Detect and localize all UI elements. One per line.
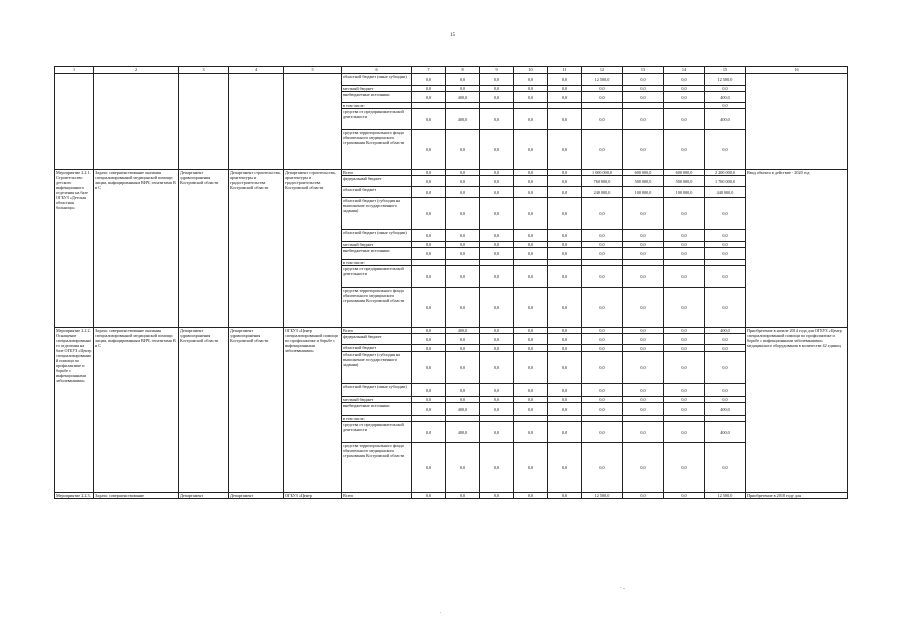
amount-cell: 0,0 bbox=[548, 334, 582, 345]
amount-cell: 0,0 bbox=[623, 422, 664, 443]
amount-cell: 0,0 bbox=[664, 384, 705, 397]
amount-cell: 440 000,0 bbox=[705, 187, 746, 198]
amount-cell: 400,0 bbox=[705, 422, 746, 443]
amount-cell: 0,0 bbox=[412, 328, 446, 334]
amount-cell: 0,0 bbox=[446, 397, 480, 403]
amount-cell: 0,0 bbox=[664, 403, 705, 416]
amount-cell: 0,0 bbox=[664, 109, 705, 130]
amount-cell: 0,0 bbox=[446, 288, 480, 328]
amount-cell: 0,0 bbox=[623, 334, 664, 345]
funding-source: областной бюджет (иные субсидии) bbox=[342, 230, 412, 242]
amount-cell: 0,0 bbox=[623, 230, 664, 242]
amount-cell: 0,0 bbox=[514, 176, 548, 187]
col-header: 3 bbox=[179, 67, 229, 74]
activity-c2 bbox=[94, 74, 179, 170]
amount-cell: 0,0 bbox=[514, 403, 548, 416]
amount-cell: 0,0 bbox=[623, 109, 664, 130]
amount-cell: 0,0 bbox=[412, 345, 446, 352]
amount-cell: 0,0 bbox=[412, 242, 446, 248]
amount-cell: 0,0 bbox=[582, 92, 623, 103]
amount-cell: 0,0 bbox=[412, 109, 446, 130]
col-header: 15 bbox=[705, 67, 746, 74]
table-row bbox=[55, 74, 848, 86]
funding-source: областной бюджет (иные субсидии) bbox=[342, 74, 412, 86]
amount-cell: 0,0 bbox=[480, 170, 514, 176]
activity-c4: Департамент bbox=[229, 493, 284, 499]
amount-cell: 0,0 bbox=[412, 198, 446, 230]
amount-cell: 400,0 bbox=[446, 109, 480, 130]
amount-cell: 0,0 bbox=[412, 352, 446, 384]
amount-cell: 0,0 bbox=[623, 248, 664, 260]
amount-cell: 400,0 bbox=[705, 328, 746, 334]
amount-cell: 0,0 bbox=[582, 328, 623, 334]
amount-cell: 0,0 bbox=[623, 345, 664, 352]
amount-cell: 0,0 bbox=[623, 443, 664, 493]
amount-cell: 0,0 bbox=[412, 176, 446, 187]
amount-cell: 0,0 bbox=[582, 266, 623, 288]
amount-cell: 0,0 bbox=[623, 198, 664, 230]
amount-cell: 0,0 bbox=[548, 384, 582, 397]
col-header: 12 bbox=[582, 67, 623, 74]
funding-source: внебюджетные источники bbox=[342, 403, 412, 416]
amount-cell: 0,0 bbox=[664, 352, 705, 384]
amount-cell: 0,0 bbox=[514, 170, 548, 176]
amount-cell: 0,0 bbox=[548, 92, 582, 103]
funding-source: областной бюджет bbox=[342, 187, 412, 198]
column-number-row bbox=[55, 67, 848, 74]
col-header: 4 bbox=[229, 67, 284, 74]
amount-cell: 0,0 bbox=[446, 230, 480, 242]
amount-cell: 400,0 bbox=[705, 109, 746, 130]
amount-cell: 0,0 bbox=[548, 86, 582, 92]
amount-cell: 0,0 bbox=[480, 384, 514, 397]
amount-cell: 0,0 bbox=[480, 176, 514, 187]
amount-cell: 760 000,0 bbox=[582, 176, 623, 187]
funding-source: внебюджетные источники bbox=[342, 248, 412, 260]
amount-cell: 0,0 bbox=[623, 86, 664, 92]
amount-cell: 0,0 bbox=[664, 92, 705, 103]
amount-cell: 0,0 bbox=[480, 345, 514, 352]
funding-source: средства территориального фонда обязательного медицинского страхования Костромской области bbox=[342, 130, 412, 170]
amount-cell: 400,0 bbox=[446, 92, 480, 103]
amount-cell: 0,0 bbox=[514, 328, 548, 334]
amount-cell: 0,0 bbox=[582, 86, 623, 92]
amount-cell: 0,0 bbox=[623, 266, 664, 288]
amount-cell: 0,0 bbox=[582, 230, 623, 242]
amount-cell: 0,0 bbox=[480, 397, 514, 403]
amount-cell: 0,0 bbox=[480, 328, 514, 334]
amount-cell: 0,0 bbox=[446, 334, 480, 345]
amount-cell: 0,0 bbox=[446, 248, 480, 260]
activity-c5: ОГБУЗ «Центр специализированной помощи по профилактике и борьбе с инфекционными заболеваниями» bbox=[284, 328, 342, 493]
col-header: 11 bbox=[548, 67, 582, 74]
amount-cell: 0,0 bbox=[664, 198, 705, 230]
amount-cell: 0,0 bbox=[480, 248, 514, 260]
amount-cell: 0,0 bbox=[548, 443, 582, 493]
amount-cell: 0,0 bbox=[412, 230, 446, 242]
amount-cell: 0,0 bbox=[623, 288, 664, 328]
amount-cell: 0,0 bbox=[514, 242, 548, 248]
amount-cell: 0,0 bbox=[412, 397, 446, 403]
amount-cell: 0,0 bbox=[548, 397, 582, 403]
amount-cell: 12 500,0 bbox=[705, 493, 746, 499]
amount-cell: 0,0 bbox=[446, 266, 480, 288]
amount-cell: 0,0 bbox=[514, 248, 548, 260]
amount-cell: 0,0 bbox=[412, 130, 446, 170]
amount-cell: 0,0 bbox=[480, 242, 514, 248]
amount-cell: 0,0 bbox=[480, 109, 514, 130]
amount-cell: 0,0 bbox=[514, 397, 548, 403]
amount-cell: 0,0 bbox=[705, 397, 746, 403]
amount-cell: 0,0 bbox=[664, 334, 705, 345]
amount-cell: 0,0 bbox=[582, 345, 623, 352]
amount-cell: 0,0 bbox=[548, 230, 582, 242]
amount-cell: 0,0 bbox=[412, 403, 446, 416]
amount-cell: 600 000,0 bbox=[664, 170, 705, 176]
activity-c4: Департамент строительства, архитектуры и градостроительства Костромской области bbox=[229, 170, 284, 328]
amount-cell: 0,0 bbox=[548, 198, 582, 230]
amount-cell: 0,0 bbox=[480, 443, 514, 493]
funding-source: местный бюджет bbox=[342, 397, 412, 403]
amount-cell: 0,0 bbox=[705, 248, 746, 260]
funding-source: местный бюджет bbox=[342, 86, 412, 92]
amount-cell: 1 760 000,0 bbox=[705, 176, 746, 187]
activity-c1: Мероприятие 2.2.3. bbox=[55, 493, 94, 499]
activity-c2: Задача: совершенствование оказания специализированной медицинской помощи лицам, инфицированным ВИЧ, гепатитами В и С bbox=[94, 170, 179, 328]
amount-cell: 0,0 bbox=[514, 422, 548, 443]
amount-cell: 0,0 bbox=[480, 266, 514, 288]
amount-cell: 0,0 bbox=[664, 422, 705, 443]
col-header: 1 bbox=[55, 67, 94, 74]
amount-cell: 0,0 bbox=[446, 242, 480, 248]
amount-cell: 0,0 bbox=[548, 176, 582, 187]
amount-cell: 0,0 bbox=[514, 352, 548, 384]
amount-cell: 0,0 bbox=[548, 328, 582, 334]
funding-source: внебюджетные источники bbox=[342, 92, 412, 103]
amount-cell: 0,0 bbox=[412, 92, 446, 103]
amount-cell: 0,0 bbox=[623, 74, 664, 86]
activity-c4 bbox=[229, 74, 284, 170]
amount-cell: 0,0 bbox=[664, 493, 705, 499]
amount-cell: 0,0 bbox=[412, 248, 446, 260]
amount-cell: 12 500,0 bbox=[705, 74, 746, 86]
col-header: 8 bbox=[446, 67, 480, 74]
amount-cell: 0,0 bbox=[480, 334, 514, 345]
funding-source: Всего bbox=[342, 493, 412, 499]
amount-cell: 0,0 bbox=[480, 198, 514, 230]
funding-source: областной бюджет (субсидия на выполнение государственного задания) bbox=[342, 352, 412, 384]
amount-cell: 0,0 bbox=[664, 74, 705, 86]
amount-cell: 0,0 bbox=[664, 242, 705, 248]
amount-cell: 0,0 bbox=[582, 334, 623, 345]
amount-cell: 0,0 bbox=[664, 230, 705, 242]
amount-cell: 0,0 bbox=[623, 92, 664, 103]
amount-cell: 0,0 bbox=[480, 74, 514, 86]
amount-cell: 0,0 bbox=[446, 130, 480, 170]
amount-cell: 0,0 bbox=[548, 403, 582, 416]
amount-cell: 0,0 bbox=[623, 328, 664, 334]
amount-cell: 12 500,0 bbox=[582, 493, 623, 499]
funding-source: Всего bbox=[342, 170, 412, 176]
amount-cell: 0,0 bbox=[548, 493, 582, 499]
table-row bbox=[55, 493, 848, 499]
amount-cell: 0,0 bbox=[446, 493, 480, 499]
amount-cell: 0,0 bbox=[664, 328, 705, 334]
amount-cell: 0,0 bbox=[623, 493, 664, 499]
amount-cell: 0,0 bbox=[623, 242, 664, 248]
page-number: 15 bbox=[450, 33, 455, 38]
amount-cell: 0,0 bbox=[548, 74, 582, 86]
amount-cell: 0,0 bbox=[446, 176, 480, 187]
expected-result: Ввод объекта в действие - 2020 год bbox=[746, 170, 848, 328]
amount-cell: 0,0 bbox=[582, 248, 623, 260]
col-header: 7 bbox=[412, 67, 446, 74]
funding-source: средства от предпринимательской деятельности bbox=[342, 422, 412, 443]
amount-cell: 0,0 bbox=[446, 187, 480, 198]
amount-cell: 0,0 bbox=[514, 74, 548, 86]
amount-cell: 0,0 bbox=[412, 170, 446, 176]
amount-cell: 0,0 bbox=[548, 352, 582, 384]
amount-cell: 0,0 bbox=[514, 384, 548, 397]
amount-cell: 0,0 bbox=[446, 384, 480, 397]
amount-cell: 0,0 bbox=[412, 74, 446, 86]
amount-cell: 0,0 bbox=[582, 397, 623, 403]
activity-c2: Задача: совершенствование bbox=[94, 493, 179, 499]
activity-c3: Департамент здравоохранения Костромской области bbox=[179, 170, 229, 328]
amount-cell: 0,0 bbox=[514, 92, 548, 103]
amount-cell: 0,0 bbox=[548, 242, 582, 248]
amount-cell: 0,0 bbox=[705, 443, 746, 493]
amount-cell: 240 000,0 bbox=[582, 187, 623, 198]
amount-cell: 0,0 bbox=[480, 92, 514, 103]
funding-source: областной бюджет (субсидия на выполнение государственного задания) bbox=[342, 198, 412, 230]
funding-source: в том числе: bbox=[342, 103, 412, 109]
amount-cell: 0,0 bbox=[514, 86, 548, 92]
amount-cell: 0,0 bbox=[480, 403, 514, 416]
amount-cell: 0,0 bbox=[705, 266, 746, 288]
col-header: 6 bbox=[342, 67, 412, 74]
amount-cell: 0,0 bbox=[412, 86, 446, 92]
amount-cell: 0,0 bbox=[582, 130, 623, 170]
amount-cell: 0,0 bbox=[480, 187, 514, 198]
amount-cell: 0,0 bbox=[664, 248, 705, 260]
amount-cell: 0,0 bbox=[446, 74, 480, 86]
amount-cell: 0,0 bbox=[582, 384, 623, 397]
amount-cell: 0,0 bbox=[548, 288, 582, 328]
amount-cell: 0,0 bbox=[412, 493, 446, 499]
amount-cell: 0,0 bbox=[623, 352, 664, 384]
amount-cell: 0,0 bbox=[412, 443, 446, 493]
amount-cell: 0,0 bbox=[582, 443, 623, 493]
amount-cell: 0,0 bbox=[705, 345, 746, 352]
amount-cell: 0,0 bbox=[412, 187, 446, 198]
funding-source: местный бюджет bbox=[342, 242, 412, 248]
col-header: 14 bbox=[664, 67, 705, 74]
amount-cell: 0,0 bbox=[514, 334, 548, 345]
activity-c1: Мероприятие 2.2.1. Строительство детского инфекционного отделения на базе ОГБУЗ «Детская областная больница» bbox=[55, 170, 94, 328]
funding-source: средства территориального фонда обязательного медицинского страхования Костромской области bbox=[342, 443, 412, 493]
amount-cell: 0,0 bbox=[705, 334, 746, 345]
activity-c1 bbox=[55, 74, 94, 170]
amount-cell: 0,0 bbox=[623, 384, 664, 397]
amount-cell: 0,0 bbox=[705, 384, 746, 397]
program-financing-table bbox=[54, 66, 848, 499]
funding-source: в том числе: bbox=[342, 260, 412, 266]
amount-cell: 0,0 bbox=[582, 288, 623, 328]
activity-c2: Задача: совершенствование оказания специализированной медицинской помощи лицам, инфицированным ВИЧ, гепатитами В и С bbox=[94, 328, 179, 493]
funding-source: федеральный бюджет bbox=[342, 176, 412, 187]
amount-cell: 0,0 bbox=[548, 422, 582, 443]
amount-cell: 0,0 bbox=[664, 345, 705, 352]
amount-cell: 400,0 bbox=[705, 92, 746, 103]
amount-cell: 400,0 bbox=[446, 328, 480, 334]
funding-source: областной бюджет (иные субсидии) bbox=[342, 384, 412, 397]
amount-cell: 0,0 bbox=[705, 288, 746, 328]
amount-cell: 0,0 bbox=[480, 130, 514, 170]
footer-mark: · .. bbox=[620, 586, 626, 591]
amount-cell: 0,0 bbox=[705, 352, 746, 384]
funding-source: средства от предпринимательской деятельности bbox=[342, 266, 412, 288]
activity-c5: ОГБУЗ «Центр bbox=[284, 493, 342, 499]
amount-cell: 0,0 bbox=[705, 103, 746, 109]
amount-cell: 0,0 bbox=[514, 198, 548, 230]
col-header: 16 bbox=[746, 67, 848, 74]
activity-c5: Департамент строительства, архитектуры и градостроительства Костромской области bbox=[284, 170, 342, 328]
amount-cell: 0,0 bbox=[514, 345, 548, 352]
amount-cell: 2 200 000,0 bbox=[705, 170, 746, 176]
amount-cell: 0,0 bbox=[412, 334, 446, 345]
col-header: 5 bbox=[284, 67, 342, 74]
amount-cell: 400,0 bbox=[705, 403, 746, 416]
expected-result: Приобретение в начале 2014 года для ОГБУЗ «Центр специализированной помощи по профилактике и борьбе с инфекционными заболеваниями» медицинского оборудования в количестве 42 единиц bbox=[746, 328, 848, 493]
activity-c4: Департамент здравоохранения Костромской области bbox=[229, 328, 284, 493]
amount-cell: 400,0 bbox=[446, 403, 480, 416]
funding-source: Всего bbox=[342, 328, 412, 334]
amount-cell: 0,0 bbox=[446, 86, 480, 92]
amount-cell: 0,0 bbox=[548, 345, 582, 352]
amount-cell: 100 000,0 bbox=[623, 187, 664, 198]
amount-cell: 0,0 bbox=[480, 352, 514, 384]
amount-cell: 0,0 bbox=[412, 384, 446, 397]
amount-cell: 0,0 bbox=[514, 443, 548, 493]
amount-cell: 0,0 bbox=[480, 422, 514, 443]
col-header: 2 bbox=[94, 67, 179, 74]
activity-c3: Департамент здравоохранения Костромской области bbox=[179, 328, 229, 493]
amount-cell: 500 000,0 bbox=[623, 176, 664, 187]
col-header: 13 bbox=[623, 67, 664, 74]
amount-cell: 0,0 bbox=[446, 170, 480, 176]
amount-cell: 0,0 bbox=[514, 109, 548, 130]
amount-cell: 0,0 bbox=[664, 130, 705, 170]
amount-cell: 400,0 bbox=[446, 422, 480, 443]
amount-cell: 0,0 bbox=[548, 187, 582, 198]
amount-cell: 0,0 bbox=[705, 230, 746, 242]
amount-cell: 0,0 bbox=[582, 352, 623, 384]
amount-cell: 500 000,0 bbox=[664, 176, 705, 187]
amount-cell: 0,0 bbox=[446, 443, 480, 493]
amount-cell: 0,0 bbox=[664, 443, 705, 493]
activity-c5 bbox=[284, 74, 342, 170]
amount-cell: 0,0 bbox=[582, 422, 623, 443]
amount-cell: 0,0 bbox=[623, 130, 664, 170]
amount-cell: 0,0 bbox=[514, 493, 548, 499]
amount-cell: 0,0 bbox=[623, 403, 664, 416]
amount-cell: 0,0 bbox=[705, 130, 746, 170]
expected-result: Приобретение в 2018 году для bbox=[746, 493, 848, 499]
amount-cell: 0,0 bbox=[548, 266, 582, 288]
amount-cell: 0,0 bbox=[548, 109, 582, 130]
amount-cell: 0,0 bbox=[514, 266, 548, 288]
bottom-mark: . bbox=[440, 610, 442, 615]
funding-source: средства от предпринимательской деятельности bbox=[342, 109, 412, 130]
amount-cell: 1 000 000,0 bbox=[582, 170, 623, 176]
funding-source: федеральный бюджет bbox=[342, 334, 412, 345]
amount-cell: 0,0 bbox=[705, 86, 746, 92]
amount-cell: 0,0 bbox=[705, 242, 746, 248]
amount-cell: 12 500,0 bbox=[582, 74, 623, 86]
amount-cell: 0,0 bbox=[446, 345, 480, 352]
amount-cell: 0,0 bbox=[480, 86, 514, 92]
amount-cell: 0,0 bbox=[446, 198, 480, 230]
col-header: 9 bbox=[480, 67, 514, 74]
funding-source: в том числе: bbox=[342, 416, 412, 422]
amount-cell: 0,0 bbox=[582, 109, 623, 130]
activity-c3 bbox=[179, 74, 229, 170]
amount-cell: 0,0 bbox=[705, 198, 746, 230]
expected-result bbox=[746, 74, 848, 170]
amount-cell: 0,0 bbox=[623, 397, 664, 403]
amount-cell: 0,0 bbox=[664, 266, 705, 288]
amount-cell: 0,0 bbox=[514, 187, 548, 198]
amount-cell: 0,0 bbox=[446, 352, 480, 384]
amount-cell: 0,0 bbox=[582, 403, 623, 416]
activity-c1: Мероприятие 2.2.2. Оснащение специализированного отделения на базе ОГБУЗ «Центр специализированной помощи по профилактике и борьбе с инфекционными заболеваниями» bbox=[55, 328, 94, 493]
funding-source: средства территориального фонда обязательного медицинского страхования Костромской области bbox=[342, 288, 412, 328]
amount-cell: 0,0 bbox=[548, 248, 582, 260]
amount-cell: 0,0 bbox=[480, 493, 514, 499]
amount-cell: 0,0 bbox=[664, 288, 705, 328]
amount-cell: 0,0 bbox=[548, 130, 582, 170]
amount-cell: 0,0 bbox=[514, 130, 548, 170]
amount-cell: 0,0 bbox=[480, 230, 514, 242]
amount-cell: 0,0 bbox=[664, 86, 705, 92]
col-header: 10 bbox=[514, 67, 548, 74]
amount-cell: 0,0 bbox=[412, 266, 446, 288]
amount-cell: 0,0 bbox=[412, 422, 446, 443]
activity-c3: Департамент bbox=[179, 493, 229, 499]
amount-cell: 600 000,0 bbox=[623, 170, 664, 176]
amount-cell: 0,0 bbox=[582, 198, 623, 230]
amount-cell: 0,0 bbox=[412, 288, 446, 328]
amount-cell: 0,0 bbox=[514, 230, 548, 242]
funding-source: областной бюджет bbox=[342, 345, 412, 352]
amount-cell: 0,0 bbox=[664, 397, 705, 403]
amount-cell: 0,0 bbox=[582, 242, 623, 248]
amount-cell: 0,0 bbox=[548, 170, 582, 176]
amount-cell: 0,0 bbox=[480, 288, 514, 328]
amount-cell: 100 000,0 bbox=[664, 187, 705, 198]
amount-cell: 0,0 bbox=[514, 288, 548, 328]
